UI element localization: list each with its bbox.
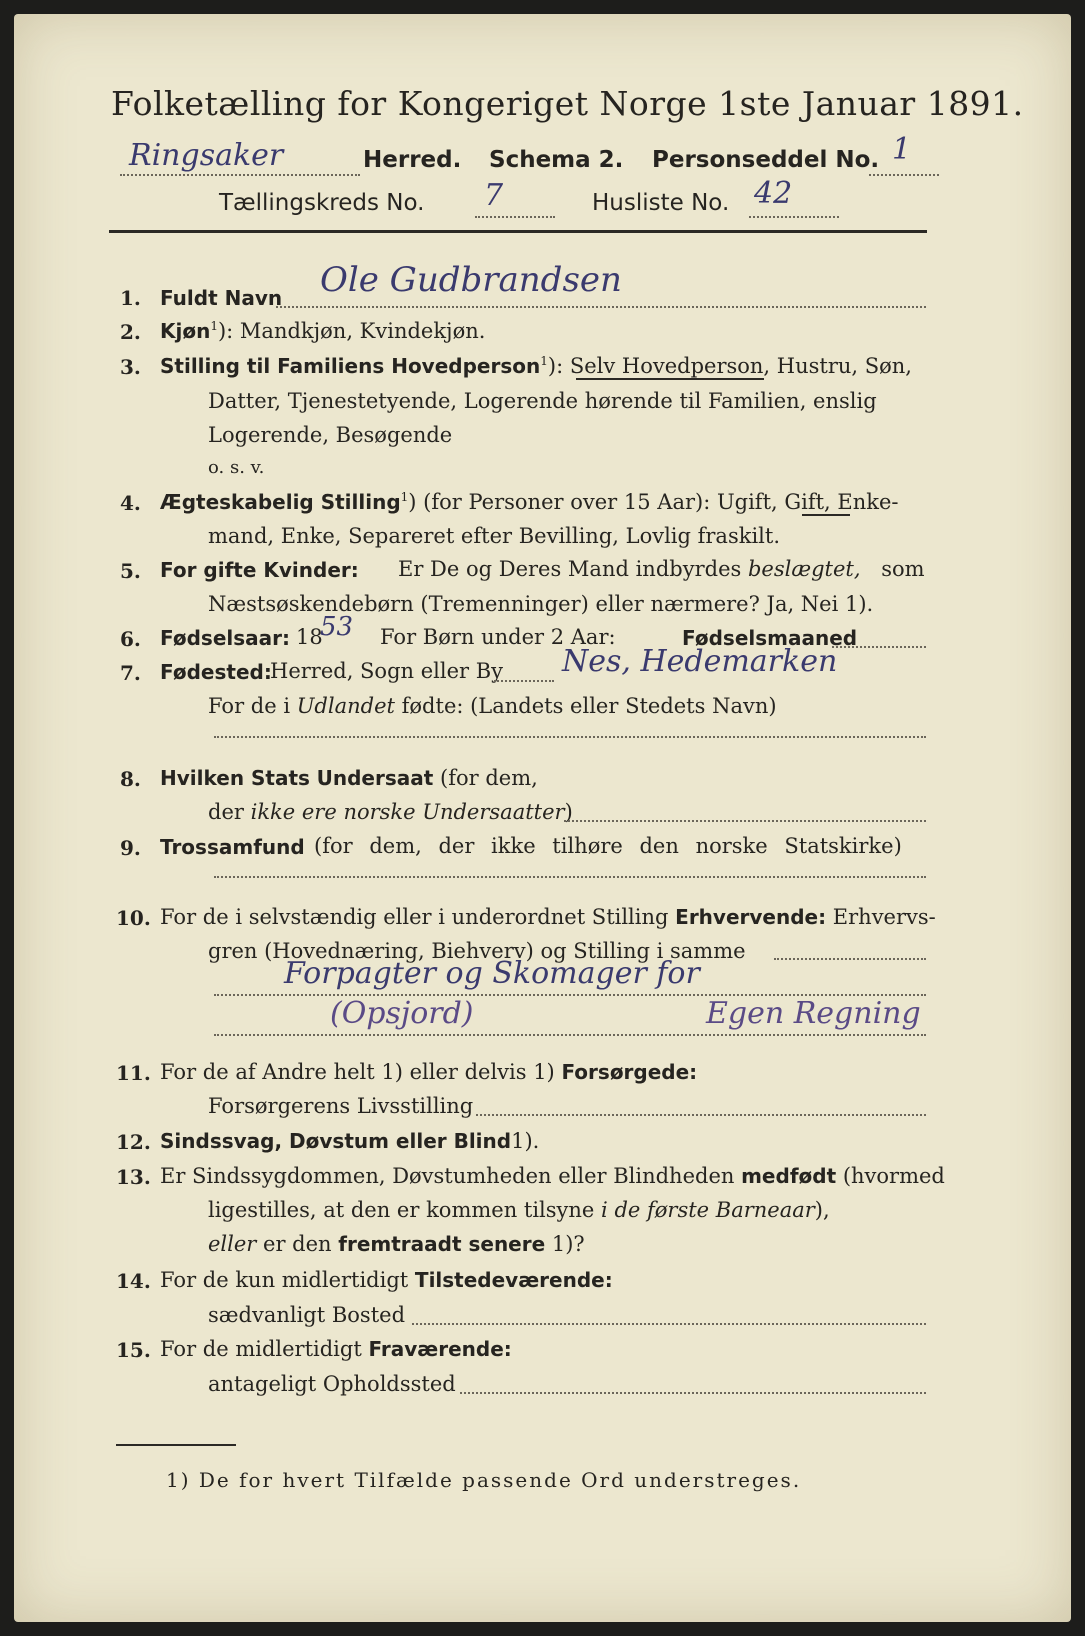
q11-label: Forsørgede: xyxy=(561,1060,698,1084)
q11-text: For de af Andre helt 1) eller delvis 1) xyxy=(160,1060,555,1084)
q8-label: Hvilken Stats xyxy=(160,766,310,790)
kreds-label: Tællingskreds No. xyxy=(219,190,425,216)
q11-line1 xyxy=(160,1060,697,1084)
q14-line2: sædvanligt Bosted xyxy=(208,1303,406,1327)
q10-answer-handwritten-1: Forpagter og Skomager for xyxy=(284,956,700,991)
q4-text: ) (for Personer over 15 Aar): Ugift, Gift, Enke- xyxy=(408,490,899,514)
q7-label: Fødested: xyxy=(160,660,272,684)
q6-text: For Børn under 2 Aar: xyxy=(380,625,616,649)
q8-text: (for dem, xyxy=(440,766,538,790)
q12-number: 12. xyxy=(116,1130,151,1154)
q12-text: 1). xyxy=(511,1129,540,1153)
personseddel-dotted-line xyxy=(869,174,939,176)
q6-label: Fødselsaar: xyxy=(160,626,290,650)
schema-label: Schema 2. xyxy=(489,147,624,173)
q15-line1 xyxy=(160,1337,512,1361)
q10-label: Erhvervende: xyxy=(675,905,827,929)
q10-answer-handwritten-3: Egen Regning xyxy=(706,996,921,1031)
q15-line2: antageligt Opholdssted xyxy=(208,1372,456,1396)
kreds-handwritten: 7 xyxy=(484,178,504,213)
q8-number: 8. xyxy=(120,767,141,791)
q8-line2-c: ) xyxy=(564,800,573,824)
q13-label: medfødt xyxy=(741,1164,837,1188)
q5-line2: Næstsøskendebørn (Tremenninger) eller nærmere? Ja, Nei 1). xyxy=(208,592,874,616)
q6-label2: Fødselsmaaned xyxy=(682,626,858,650)
footnote-rule xyxy=(116,1444,236,1446)
q10-line1 xyxy=(160,905,936,929)
q9-label: Trossamfund xyxy=(160,835,305,859)
q3-line2: Datter, Tjenestetyende, Logerende hørende til Familien, enslig xyxy=(208,389,877,413)
q11-number: 11. xyxy=(116,1061,151,1085)
husliste-handwritten: 42 xyxy=(754,176,793,211)
q3-label: Stilling til Familiens Hovedperson xyxy=(160,354,541,378)
q12-line xyxy=(160,1129,539,1153)
q11-dotted-line xyxy=(476,1114,926,1116)
q3-underline-selv-hovedperson xyxy=(576,378,764,380)
census-form-sheet xyxy=(14,14,1071,1622)
q4-line1 xyxy=(160,490,899,514)
q6-prefix: 18 xyxy=(296,625,323,649)
q7-line2-b: Udlandet xyxy=(296,694,395,718)
q13-line2-c: ), xyxy=(814,1198,830,1222)
q2-sup: 1 xyxy=(210,319,218,333)
personseddel-label: Personseddel No. xyxy=(652,147,880,173)
q3-sup: 1 xyxy=(540,354,548,368)
q15-label: Fraværende: xyxy=(368,1337,512,1361)
q9-blank-dotted-line xyxy=(214,876,926,878)
q13-line3-b: er den xyxy=(263,1232,332,1256)
q5-text-c: som xyxy=(881,557,925,581)
q8-line2-b: ikke ere norske Undersaatter xyxy=(250,800,565,824)
q4-label: Ægteskabelig Stilling xyxy=(160,490,401,514)
footnote: 1) De for hvert Tilfælde passende Ord understreges. xyxy=(166,1468,802,1492)
q8-line2 xyxy=(208,800,573,824)
q6-dotted-line xyxy=(832,646,926,648)
q13-line1 xyxy=(160,1164,945,1188)
q13-line2-b: i de første Barneaar xyxy=(601,1198,815,1222)
q14-label: Tilstedeværende: xyxy=(414,1268,613,1292)
q7-line2-a: For de i xyxy=(208,694,291,718)
husliste-label: Husliste No. xyxy=(592,190,730,216)
q3-number: 3. xyxy=(120,355,141,379)
kreds-dotted-line xyxy=(475,216,555,218)
husliste-dotted-line xyxy=(749,216,839,218)
q13-line3 xyxy=(208,1232,585,1256)
q3-line1 xyxy=(160,354,912,378)
q7-line2 xyxy=(208,694,777,718)
q5-text-b: beslægtet, xyxy=(747,557,861,581)
q5-line1 xyxy=(398,557,925,581)
q10-number: 10. xyxy=(116,906,151,930)
q13-line2 xyxy=(208,1198,830,1222)
q1-number: 1. xyxy=(120,286,141,310)
personseddel-handwritten: 1 xyxy=(892,132,912,167)
q8-line2-a: der xyxy=(208,800,244,824)
q13-line2-a: ligestilles, at den er kommen tilsyne xyxy=(208,1198,595,1222)
q2-text: ): Mandkjøn, Kvindekjøn. xyxy=(217,319,486,343)
q9-text: (for dem, der ikke tilhøre den norske Statskirke) xyxy=(314,834,902,858)
q14-line1 xyxy=(160,1268,613,1292)
herred-handwritten: Ringsaker xyxy=(129,138,284,173)
q1-answer-handwritten: Ole Gudbrandsen xyxy=(320,260,622,300)
q7-text: Herred, Sogn eller By xyxy=(270,659,504,683)
q10-dotted-line xyxy=(774,958,926,960)
q10-line2: gren (Hovednæring, Biehverv) og Stilling i samme xyxy=(208,939,746,963)
q14-text: For de kun midlertidigt xyxy=(160,1268,409,1292)
q10-dotted-line-3 xyxy=(214,1034,926,1036)
q10-text2: Erhvervs- xyxy=(832,905,936,929)
q7-number: 7. xyxy=(120,661,141,685)
herred-label: Herred. xyxy=(363,147,462,173)
q8-line1 xyxy=(160,766,538,790)
q4-line2: mand, Enke, Separeret efter Bevilling, Lovlig fraskilt. xyxy=(208,524,781,548)
q1-dotted-line xyxy=(276,306,926,308)
q7-blank-dotted-line xyxy=(214,736,926,738)
q1-label: Fuldt Navn xyxy=(160,286,283,310)
header-rule xyxy=(109,230,927,233)
q4-underline-gift xyxy=(802,514,850,516)
herred-dotted-line xyxy=(120,174,360,176)
q11-line2: Forsørgerens Livsstilling xyxy=(208,1094,474,1118)
q8-label-b: Undersaat xyxy=(316,766,434,790)
q8-dotted-line xyxy=(564,820,926,822)
q9-number: 9. xyxy=(120,836,141,860)
q13-text: Er Sindssygdommen, Døvstumheden eller Blindheden xyxy=(160,1164,735,1188)
q5-label: For gifte Kvinder: xyxy=(160,558,359,582)
q6-answer-handwritten: 53 xyxy=(320,612,354,642)
q10-answer-handwritten-2: (Opsjord) xyxy=(330,996,474,1031)
q7-answer-handwritten: Nes, Hedemarken xyxy=(562,644,838,679)
q12-label: Sindssvag, Døvstum eller Blind xyxy=(160,1129,512,1153)
q5-number: 5. xyxy=(120,559,141,583)
q13-line3-a: eller xyxy=(208,1232,257,1256)
q5-text-a: Er De og Deres Mand indbyrdes xyxy=(398,557,742,581)
q13-line3-c: fremtraadt senere xyxy=(338,1232,546,1256)
q3-text: ): Selv Hovedperson, Hustru, Søn, xyxy=(547,354,912,378)
q7-line2-c: fødte: (Landets eller Stedets Navn) xyxy=(401,694,777,718)
q14-dotted-line xyxy=(412,1323,926,1325)
q13-number: 13. xyxy=(116,1165,151,1189)
q6-number: 6. xyxy=(120,627,141,651)
q14-number: 14. xyxy=(116,1269,151,1293)
q13-line3-d: 1)? xyxy=(551,1232,585,1256)
q2-line xyxy=(160,319,485,343)
q4-sup: 1 xyxy=(400,490,409,504)
q2-label: Kjøn xyxy=(160,319,211,343)
form-title: Folketælling for Kongeriget Norge 1ste Januar 1891. xyxy=(111,84,1024,123)
q7-dotted-line xyxy=(494,680,554,682)
q10-text: For de i selvstændig eller i underordnet Stilling xyxy=(160,905,669,929)
q2-number: 2. xyxy=(120,320,141,344)
q3-line3: Logerende, Besøgende xyxy=(208,423,453,447)
q15-dotted-line xyxy=(460,1392,926,1394)
q4-number: 4. xyxy=(120,491,141,515)
q13-text2: (hvormed xyxy=(842,1164,945,1188)
q15-text: For de midlertidigt xyxy=(160,1337,362,1361)
q15-number: 15. xyxy=(116,1338,151,1362)
q3-line4: o. s. v. xyxy=(208,457,265,478)
